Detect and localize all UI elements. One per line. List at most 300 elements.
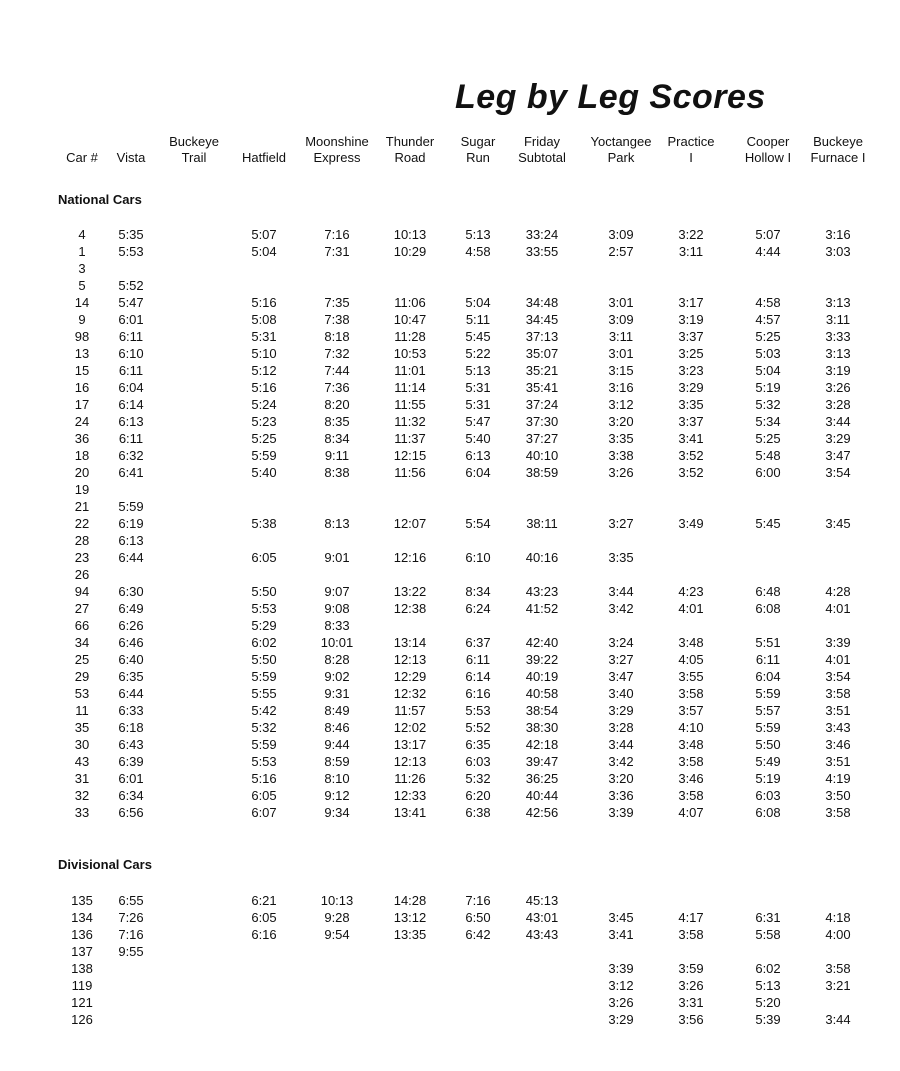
cell-hatfield: 5:23 [251,414,277,429]
cell-thunder-road: 12:29 [393,669,427,684]
table-row [0,910,900,926]
cell-moonshine-express: 9:01 [324,550,350,565]
cell-moonshine-express: 8:49 [324,703,350,718]
header-buckeye-trail [164,134,224,166]
cell-car-number: 34 [74,635,90,650]
table-row [0,346,900,362]
cell-yoctangee-park: 3:36 [608,788,634,803]
table-row [0,227,900,243]
table-row [0,567,900,583]
header-line: Sugar [460,134,496,149]
cell-buckeye-furnace-i: 4:00 [825,927,851,942]
cell-sugar-run: 5:45 [465,329,491,344]
cell-car-number: 121 [71,995,93,1010]
cell-car-number: 28 [74,533,90,548]
cell-thunder-road: 14:28 [393,893,427,908]
header-line: Hollow I [744,150,792,165]
cell-sugar-run: 6:03 [465,754,491,769]
cell-thunder-road: 12:38 [393,601,427,616]
header-sugar-run [453,134,503,166]
cell-vista: 6:40 [118,652,144,667]
cell-buckeye-furnace-i: 3:54 [825,669,851,684]
cell-practice-i: 3:52 [678,448,704,463]
cell-thunder-road: 12:13 [393,652,427,667]
cell-buckeye-furnace-i: 3:29 [825,431,851,446]
table-row [0,788,900,804]
cell-yoctangee-park: 3:01 [608,346,634,361]
header-practice-i [661,134,721,166]
cell-thunder-road: 13:35 [393,927,427,942]
cell-vista: 6:55 [118,893,144,908]
cell-friday-subtotal: 40:44 [525,788,559,803]
header-line: Express [313,150,361,165]
cell-thunder-road: 11:26 [394,771,426,786]
table-row [0,944,900,960]
cell-buckeye-furnace-i: 3:43 [825,720,851,735]
cell-buckeye-furnace-i: 3:28 [825,397,851,412]
cell-cooper-hollow-i: 5:59 [755,720,781,735]
header-line: Road [394,150,426,165]
cell-car-number: 13 [74,346,90,361]
cell-hatfield: 5:29 [251,618,277,633]
header-line: Car # [66,150,98,165]
cell-sugar-run: 6:11 [465,652,491,667]
cell-sugar-run: 5:32 [465,771,491,786]
cell-car-number: 3 [78,261,86,276]
cell-car-number: 5 [78,278,86,293]
header-line: Moonshine [305,134,369,149]
cell-car-number: 1 [78,244,86,259]
cell-vista: 7:16 [118,927,144,942]
cell-hatfield: 5:31 [251,329,277,344]
cell-cooper-hollow-i: 5:57 [755,703,781,718]
cell-hatfield: 5:59 [251,448,277,463]
cell-thunder-road: 10:47 [393,312,427,327]
cell-buckeye-furnace-i: 3:21 [825,978,851,993]
cell-friday-subtotal: 40:16 [525,550,559,565]
header-line: Buckeye [169,134,219,149]
cell-car-number: 134 [71,910,93,925]
cell-moonshine-express: 7:36 [324,380,350,395]
cell-friday-subtotal: 42:56 [525,805,559,820]
cell-practice-i: 3:46 [678,771,704,786]
cell-car-number: 119 [71,978,93,993]
cell-practice-i: 4:23 [678,584,704,599]
table-row [0,431,900,447]
cell-hatfield: 6:05 [251,910,277,925]
cell-vista: 9:55 [118,944,144,959]
cell-cooper-hollow-i: 5:59 [755,686,781,701]
cell-friday-subtotal: 38:59 [525,465,559,480]
cell-friday-subtotal: 34:45 [525,312,559,327]
cell-yoctangee-park: 3:20 [608,771,634,786]
cell-car-number: 15 [74,363,90,378]
table-row [0,995,900,1011]
table-row [0,414,900,430]
cell-sugar-run: 6:10 [465,550,491,565]
cell-thunder-road: 11:37 [394,431,426,446]
cell-vista: 6:11 [118,329,144,344]
cell-car-number: 16 [74,380,90,395]
cell-friday-subtotal: 38:30 [525,720,559,735]
table-row [0,754,900,770]
cell-cooper-hollow-i: 5:19 [755,380,781,395]
table-row [0,312,900,328]
cell-hatfield: 6:02 [251,635,277,650]
header-line: I [689,150,693,165]
table-row [0,363,900,379]
cell-practice-i: 3:22 [678,227,704,242]
cell-car-number: 24 [74,414,90,429]
table-row [0,1012,900,1028]
cell-friday-subtotal: 40:10 [525,448,559,463]
header-thunder-road [380,134,440,166]
cell-car-number: 26 [74,567,90,582]
cell-buckeye-furnace-i: 4:19 [825,771,851,786]
cell-cooper-hollow-i: 5:13 [755,978,781,993]
cell-thunder-road: 10:53 [393,346,427,361]
cell-vista: 7:26 [118,910,144,925]
cell-thunder-road: 11:14 [394,380,426,395]
table-row [0,465,900,481]
cell-cooper-hollow-i: 6:08 [755,805,781,820]
cell-practice-i: 3:52 [678,465,704,480]
cell-car-number: 98 [74,329,90,344]
cell-cooper-hollow-i: 5:49 [755,754,781,769]
cell-moonshine-express: 7:35 [324,295,350,310]
cell-cooper-hollow-i: 4:44 [755,244,781,259]
cell-hatfield: 5:25 [251,431,277,446]
cell-sugar-run: 6:24 [465,601,491,616]
cell-cooper-hollow-i: 5:25 [755,431,781,446]
cell-practice-i: 3:35 [678,397,704,412]
cell-moonshine-express: 8:20 [324,397,350,412]
cell-hatfield: 5:53 [251,601,277,616]
cell-vista: 6:01 [118,312,144,327]
cell-hatfield: 5:16 [251,380,277,395]
cell-hatfield: 5:40 [251,465,277,480]
cell-moonshine-express: 7:31 [324,244,350,259]
table-row [0,601,900,617]
cell-hatfield: 5:08 [251,312,277,327]
cell-vista: 6:41 [118,465,144,480]
cell-buckeye-furnace-i: 3:13 [825,346,851,361]
cell-vista: 6:46 [118,635,144,650]
cell-yoctangee-park: 3:29 [608,703,634,718]
cell-practice-i: 4:05 [678,652,704,667]
cell-vista: 6:14 [118,397,144,412]
cell-yoctangee-park: 3:40 [608,686,634,701]
cell-cooper-hollow-i: 5:20 [755,995,781,1010]
cell-practice-i: 3:37 [678,329,704,344]
cell-moonshine-express: 9:31 [324,686,350,701]
cell-yoctangee-park: 2:57 [608,244,634,259]
cell-yoctangee-park: 3:12 [608,978,634,993]
cell-sugar-run: 6:14 [465,669,491,684]
cell-thunder-road: 11:32 [394,414,426,429]
cell-friday-subtotal: 35:07 [525,346,559,361]
cell-practice-i: 3:55 [678,669,704,684]
table-row [0,686,900,702]
cell-moonshine-express: 10:01 [320,635,354,650]
cell-moonshine-express: 8:38 [324,465,350,480]
cell-moonshine-express: 8:18 [324,329,350,344]
cell-vista: 6:11 [118,363,144,378]
cell-thunder-road: 13:22 [393,584,427,599]
header-vista [106,150,156,166]
cell-cooper-hollow-i: 6:03 [755,788,781,803]
cell-buckeye-furnace-i: 3:03 [825,244,851,259]
header-line: Friday [523,134,561,149]
cell-practice-i: 4:07 [678,805,704,820]
cell-buckeye-furnace-i: 3:58 [825,805,851,820]
cell-moonshine-express: 9:34 [324,805,350,820]
cell-cooper-hollow-i: 5:51 [755,635,781,650]
cell-cooper-hollow-i: 5:19 [755,771,781,786]
cell-sugar-run: 6:13 [465,448,491,463]
header-line: Furnace I [810,150,866,165]
table-row [0,295,900,311]
cell-vista: 6:56 [118,805,144,820]
cell-cooper-hollow-i: 5:39 [755,1012,781,1027]
cell-practice-i: 4:01 [678,601,704,616]
cell-moonshine-express: 8:10 [324,771,350,786]
cell-practice-i: 3:11 [678,244,704,259]
cell-hatfield: 5:50 [251,584,277,599]
cell-car-number: 20 [74,465,90,480]
cell-buckeye-furnace-i: 3:51 [825,754,851,769]
cell-vista: 6:34 [118,788,144,803]
cell-hatfield: 6:05 [251,550,277,565]
table-row [0,499,900,515]
cell-yoctangee-park: 3:42 [608,601,634,616]
cell-vista: 6:30 [118,584,144,599]
cell-hatfield: 5:24 [251,397,277,412]
cell-friday-subtotal: 35:21 [525,363,559,378]
cell-sugar-run: 5:52 [465,720,491,735]
header-line: Cooper [746,134,790,149]
cell-thunder-road: 10:29 [393,244,427,259]
cell-yoctangee-park: 3:09 [608,312,634,327]
cell-moonshine-express: 9:02 [324,669,350,684]
cell-practice-i: 3:19 [678,312,704,327]
cell-friday-subtotal: 45:13 [525,893,559,908]
cell-practice-i: 4:17 [678,910,704,925]
header-line: Trail [181,150,207,165]
cell-cooper-hollow-i: 6:00 [755,465,781,480]
cell-vista: 5:52 [118,278,144,293]
cell-friday-subtotal: 39:47 [525,754,559,769]
header-line: Practice [667,134,715,149]
cell-car-number: 25 [74,652,90,667]
cell-hatfield: 5:12 [251,363,277,378]
cell-buckeye-furnace-i: 3:26 [825,380,851,395]
cell-moonshine-express: 7:32 [324,346,350,361]
cell-vista: 6:11 [118,431,144,446]
table-row [0,261,900,277]
cell-moonshine-express: 9:11 [324,448,350,463]
cell-moonshine-express: 7:38 [324,312,350,327]
cell-cooper-hollow-i: 6:31 [755,910,781,925]
cell-yoctangee-park: 3:12 [608,397,634,412]
cell-vista: 6:33 [118,703,144,718]
cell-buckeye-furnace-i: 3:46 [825,737,851,752]
cell-sugar-run: 5:47 [465,414,491,429]
header-moonshine-express [297,134,377,166]
cell-practice-i: 4:10 [678,720,704,735]
cell-moonshine-express: 8:28 [324,652,350,667]
cell-hatfield: 5:53 [251,754,277,769]
cell-car-number: 53 [74,686,90,701]
cell-hatfield: 5:10 [251,346,277,361]
cell-thunder-road: 11:57 [394,703,426,718]
cell-sugar-run: 4:58 [465,244,491,259]
cell-car-number: 14 [74,295,90,310]
cell-vista: 5:59 [118,499,144,514]
cell-practice-i: 3:48 [678,737,704,752]
cell-sugar-run: 5:11 [465,312,491,327]
cell-sugar-run: 5:53 [465,703,491,718]
cell-cooper-hollow-i: 5:07 [755,227,781,242]
cell-friday-subtotal: 38:11 [526,516,558,531]
table-row [0,720,900,736]
cell-practice-i: 3:49 [678,516,704,531]
cell-friday-subtotal: 33:55 [525,244,559,259]
cell-moonshine-express: 9:08 [324,601,350,616]
cell-hatfield: 5:32 [251,720,277,735]
cell-sugar-run: 6:16 [465,686,491,701]
header-line: Thunder [385,134,435,149]
cell-moonshine-express: 9:28 [324,910,350,925]
cell-sugar-run: 5:13 [465,363,491,378]
cell-car-number: 36 [74,431,90,446]
cell-car-number: 33 [74,805,90,820]
cell-practice-i: 3:58 [678,788,704,803]
cell-cooper-hollow-i: 5:50 [755,737,781,752]
cell-car-number: 4 [78,227,86,242]
cell-cooper-hollow-i: 5:48 [755,448,781,463]
cell-yoctangee-park: 3:28 [608,720,634,735]
cell-yoctangee-park: 3:44 [608,584,634,599]
cell-vista: 6:01 [118,771,144,786]
cell-friday-subtotal: 37:24 [525,397,559,412]
table-row [0,618,900,634]
cell-car-number: 17 [74,397,90,412]
header-friday-subtotal [507,134,577,166]
cell-yoctangee-park: 3:11 [608,329,634,344]
header-line: Subtotal [518,150,566,165]
cell-yoctangee-park: 3:47 [608,669,634,684]
cell-yoctangee-park: 3:39 [608,961,634,976]
cell-cooper-hollow-i: 5:03 [755,346,781,361]
cell-yoctangee-park: 3:16 [608,380,634,395]
table-row [0,893,900,909]
table-row [0,927,900,943]
cell-sugar-run: 6:38 [465,805,491,820]
table-row [0,978,900,994]
cell-vista: 6:44 [118,550,144,565]
cell-vista: 6:43 [118,737,144,752]
cell-thunder-road: 11:06 [394,295,426,310]
cell-buckeye-furnace-i: 3:54 [825,465,851,480]
header-line: Yoctangee [590,134,652,149]
cell-yoctangee-park: 3:27 [608,652,634,667]
cell-buckeye-furnace-i: 3:44 [825,414,851,429]
cell-yoctangee-park: 3:42 [608,754,634,769]
cell-yoctangee-park: 3:24 [608,635,634,650]
cell-car-number: 135 [71,893,93,908]
cell-car-number: 138 [71,961,93,976]
cell-thunder-road: 10:13 [393,227,427,242]
cell-practice-i: 3:48 [678,635,704,650]
cell-buckeye-furnace-i: 3:58 [825,961,851,976]
cell-friday-subtotal: 41:52 [525,601,559,616]
cell-practice-i: 3:41 [678,431,704,446]
cell-moonshine-express: 7:16 [324,227,350,242]
cell-car-number: 22 [74,516,90,531]
cell-car-number: 27 [74,601,90,616]
cell-sugar-run: 6:35 [465,737,491,752]
cell-cooper-hollow-i: 5:58 [755,927,781,942]
cell-cooper-hollow-i: 5:32 [755,397,781,412]
cell-hatfield: 6:16 [251,927,277,942]
cell-moonshine-express: 9:12 [324,788,350,803]
cell-cooper-hollow-i: 5:25 [755,329,781,344]
table-row [0,584,900,600]
cell-vista: 6:32 [118,448,144,463]
cell-vista: 6:19 [118,516,144,531]
cell-car-number: 11 [75,703,89,718]
header-line: Hatfield [241,150,287,165]
header-cooper-hollow-i [733,134,803,166]
cell-buckeye-furnace-i: 3:39 [825,635,851,650]
cell-yoctangee-park: 3:26 [608,465,634,480]
cell-practice-i: 3:29 [678,380,704,395]
cell-sugar-run: 8:34 [465,584,491,599]
cell-hatfield: 5:50 [251,652,277,667]
cell-car-number: 18 [74,448,90,463]
cell-sugar-run: 5:04 [465,295,491,310]
cell-car-number: 66 [74,618,90,633]
cell-buckeye-furnace-i: 4:18 [825,910,851,925]
cell-cooper-hollow-i: 6:48 [755,584,781,599]
cell-practice-i: 3:17 [678,295,704,310]
cell-cooper-hollow-i: 4:57 [755,312,781,327]
header-line: Run [466,150,490,165]
header-yoctangee-park [581,134,661,166]
cell-cooper-hollow-i: 6:02 [755,961,781,976]
cell-moonshine-express: 9:54 [324,927,350,942]
table-row [0,635,900,651]
cell-moonshine-express: 8:59 [324,754,350,769]
cell-practice-i: 3:59 [678,961,704,976]
cell-buckeye-furnace-i: 3:16 [825,227,851,242]
cell-friday-subtotal: 39:22 [525,652,559,667]
cell-vista: 6:13 [118,414,144,429]
table-row [0,669,900,685]
cell-buckeye-furnace-i: 3:47 [825,448,851,463]
cell-thunder-road: 12:33 [393,788,427,803]
table-row [0,329,900,345]
header-line: Buckeye [813,134,863,149]
cell-hatfield: 5:42 [251,703,277,718]
cell-car-number: 29 [74,669,90,684]
cell-vista: 6:35 [118,669,144,684]
cell-hatfield: 5:38 [251,516,277,531]
page-title: Leg by Leg Scores [455,78,766,116]
table-row [0,448,900,464]
cell-buckeye-furnace-i: 3:11 [825,312,851,327]
